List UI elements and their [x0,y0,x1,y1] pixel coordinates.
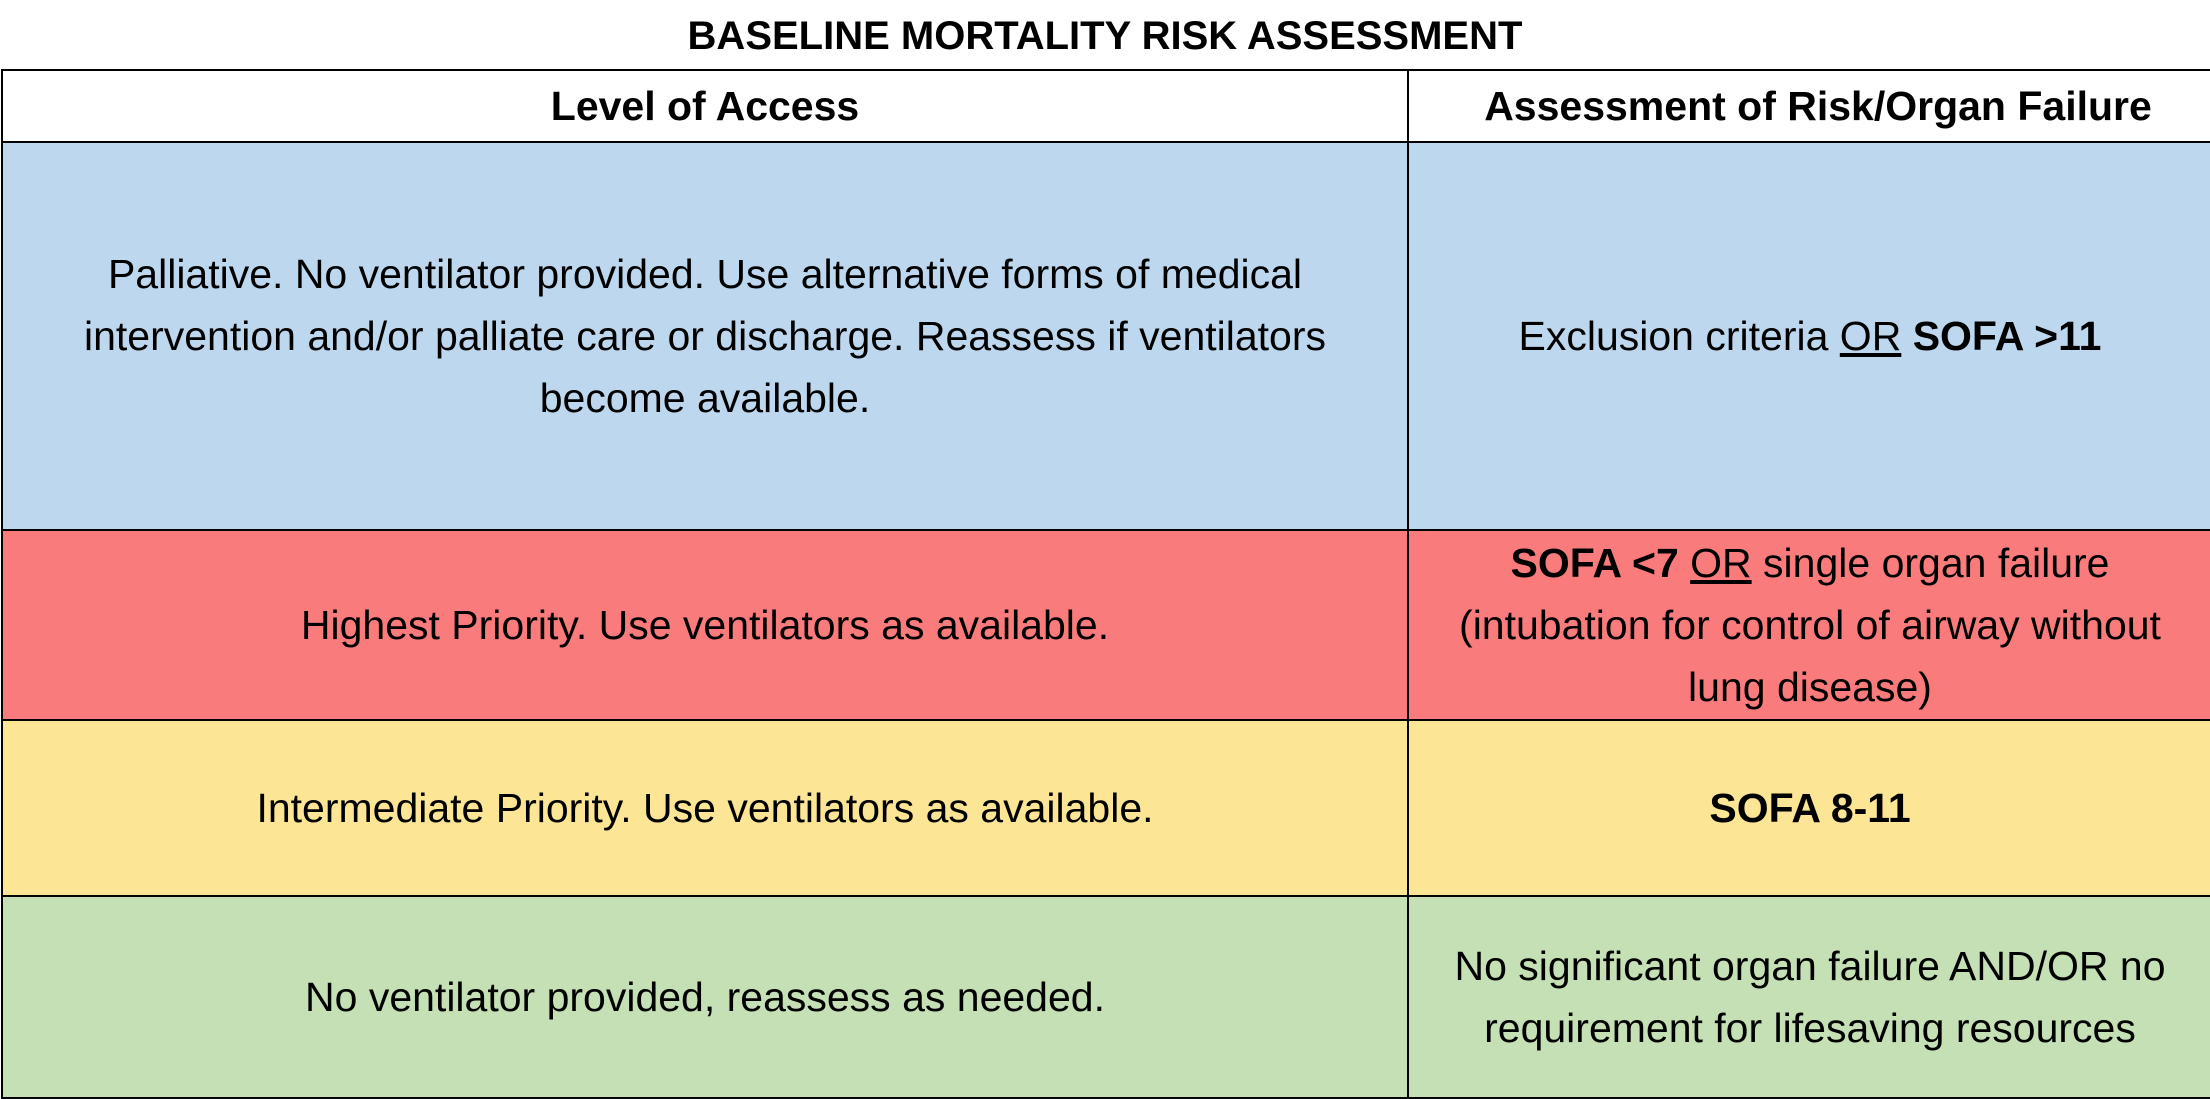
assessment-text: Exclusion criteria [1518,313,1840,359]
table-row-highest-priority [2,530,2210,720]
assessment-cell-no-ventilator: No significant organ failure AND/OR no requirement for lifesaving resources [1408,896,2210,1098]
assessment-cell-highest-priority [1408,530,2210,720]
assessment-cell-intermediate-priority [1408,720,2210,896]
level-cell-highest-priority: Highest Priority. Use ventilators as available. [2,530,1408,720]
or-keyword: OR [1690,540,1752,586]
risk-assessment-table [1,69,2210,1099]
level-cell-palliative: Palliative. No ventilator provided. Use alternative forms of medical intervention and/or palliate care or discharge. Reassess if ventilators become available. [2,142,1408,530]
assessment-cell-palliative [1408,142,2210,530]
table-row-palliative [2,142,2210,530]
table-row-no-ventilator [2,896,2210,1098]
sofa-threshold: SOFA 8-11 [1709,785,1911,831]
table-header-row [2,70,2210,142]
sofa-threshold: SOFA <7 [1510,540,1679,586]
level-cell-intermediate-priority: Intermediate Priority. Use ventilators as available. [2,720,1408,896]
assessment-text: single organ failure (intubation for control of airway without lung disease) [1459,540,2161,710]
or-keyword: OR [1839,313,1902,359]
sofa-threshold: SOFA >11 [1901,313,2102,359]
level-cell-no-ventilator: No ventilator provided, reassess as needed. [2,896,1408,1098]
header-level-of-access: Level of Access [2,70,1408,142]
page-title: BASELINE MORTALITY RISK ASSESSMENT [687,14,1523,58]
table-row-intermediate-priority [2,720,2210,896]
header-assessment: Assessment of Risk/Organ Failure [1408,70,2210,142]
